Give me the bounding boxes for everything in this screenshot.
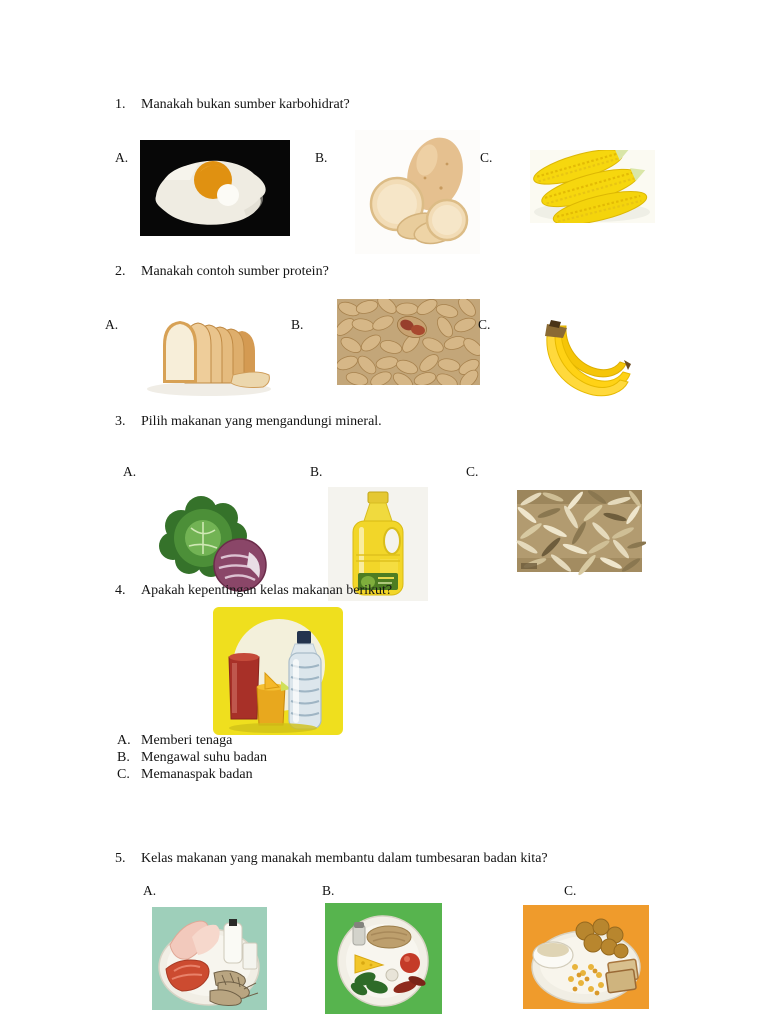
dried-anchovies-image <box>513 483 646 577</box>
q5-option-a-figure <box>152 907 267 1010</box>
question-4 <box>115 583 392 599</box>
q4-option-b <box>117 750 267 766</box>
q2-option-b-figure <box>337 299 480 385</box>
q3-option-a-label: A. <box>123 464 137 479</box>
q5-option-c-label: C. <box>564 883 577 898</box>
q1-option-c-label: C. <box>480 150 493 165</box>
question-4-text: Apakah kepentingan kelas makanan berikut? <box>141 583 393 598</box>
q5-option-c-figure <box>523 905 649 1009</box>
question-5-text: Kelas makanan yang manakah membantu dalam tumbesaran badan kita? <box>141 851 548 866</box>
q2-option-a-label: A. <box>105 317 119 332</box>
q1-option-c-figure <box>530 150 655 223</box>
q3-option-b-label: B. <box>310 464 323 479</box>
q4-option-a <box>117 733 232 749</box>
q5-option-a-label: A. <box>143 883 157 898</box>
q3-option-a-figure <box>153 494 272 592</box>
peanuts-image <box>337 299 480 385</box>
sliced-bread-image <box>137 305 281 400</box>
question-2 <box>115 264 329 280</box>
question-5-number: 5. <box>115 851 126 866</box>
question-2-number: 2. <box>115 264 126 279</box>
question-1-text: Manakah bukan sumber karbohidrat? <box>141 97 350 112</box>
q5-option-b-label: B. <box>322 883 335 898</box>
q4-option-c-label: C. <box>117 767 130 782</box>
q3-option-c-figure <box>513 483 646 577</box>
q2-option-b-label: B. <box>291 317 304 332</box>
q4-option-b-text: Mengawal suhu badan <box>141 750 267 765</box>
question-3 <box>115 414 382 430</box>
question-3-number: 3. <box>115 414 126 429</box>
q4-figure <box>213 607 343 735</box>
question-4-number: 4. <box>115 583 126 598</box>
question-2-text: Manakah contoh sumber protein? <box>141 264 329 279</box>
q4-option-a-label: A. <box>117 733 131 748</box>
protein-foods-plate-image <box>152 907 267 1010</box>
question-1 <box>115 97 350 113</box>
q1-option-a-figure <box>140 140 290 236</box>
q2-option-c-label: C. <box>478 317 491 332</box>
q2-option-a-figure <box>137 305 281 400</box>
q5-option-b-figure <box>325 903 442 1014</box>
vegetables-plate-image <box>325 903 442 1014</box>
question-1-number: 1. <box>115 97 126 112</box>
fried-egg-image <box>140 140 290 236</box>
question-3-text: Pilih makanan yang mengandungi mineral. <box>141 414 382 429</box>
q3-option-c-label: C. <box>466 464 479 479</box>
corn-cobs-image <box>530 150 655 223</box>
q4-option-c <box>117 767 253 783</box>
sliced-potatoes-image <box>355 130 480 254</box>
q4-option-c-text: Memanaspak badan <box>141 767 253 782</box>
q4-option-a-text: Memberi tenaga <box>141 733 233 748</box>
q1-option-b-label: B. <box>315 150 328 165</box>
q2-option-c-figure <box>525 312 640 398</box>
q1-option-a-label: A. <box>115 150 129 165</box>
cabbages-image <box>153 494 272 592</box>
bananas-image <box>525 312 640 398</box>
q4-option-b-label: B. <box>117 750 130 765</box>
q1-option-b-figure <box>355 130 480 254</box>
water-bottle-and-juices-image <box>213 607 343 735</box>
carbohydrate-foods-plate-image <box>523 905 649 1009</box>
question-5 <box>115 851 548 867</box>
